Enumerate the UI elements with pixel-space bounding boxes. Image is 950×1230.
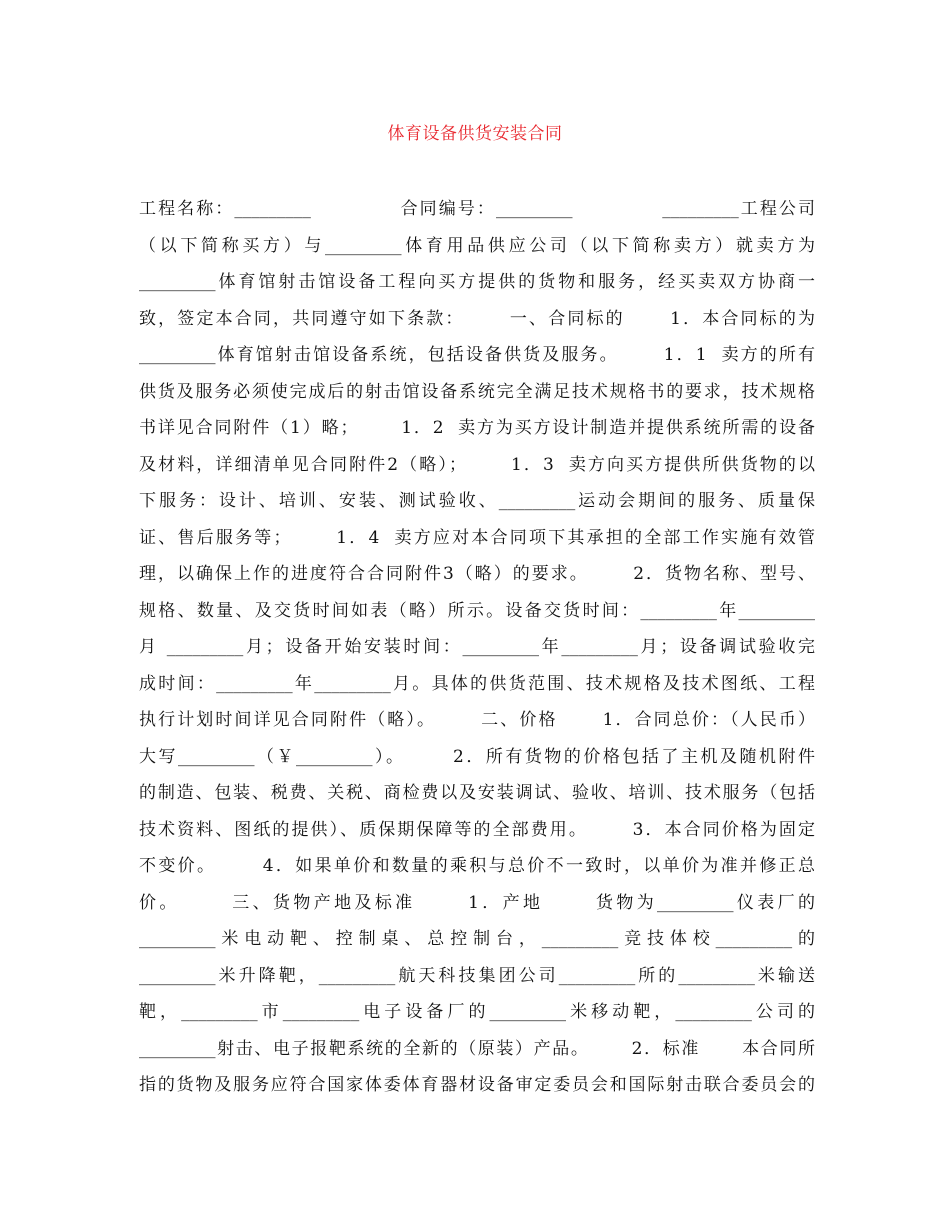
body-line-24: _________射击、电子报靶系统的全新的（原装）产品。 2．标准 本合同所 [139,1038,815,1059]
body-line-6: 供货及服务必须使完成后的射击馆设备系统完全满足技术规格书的要求，技术规格 [139,381,815,402]
body-line-2: （以下简称买方）与_________体育用品供应公司（以下简称卖方）就卖方为 [139,235,815,256]
body-line-11: 理，以确保上作的进度符合合同附件3（略）的要求。 2．货物名称、型号、 [139,564,815,584]
body-line-23: 靶，_________市_________电子设备厂的_________米移动靶，_________公司的 [139,1002,815,1022]
body-line-9: 下服务：设计、培训、安装、测试验收、_________运动会期间的服务、质量保 [139,491,815,511]
body-line-21: _________米电动靶、控制桌、总控制台，_________竞技体校_________的 [139,929,815,949]
body-line-20: 价。 三、货物产地及标准 1．产地 货物为_________仪表厂的 [139,892,815,913]
body-line-10: 证、售后服务等； 1．4 卖方应对本合同项下其承担的全部工作实施有效管 [139,527,815,548]
body-line-18: 技术资料、图纸的提供）、质保期保障等的全部费用。 3．本合同价格为固定 [139,819,815,840]
body-line-1: 工程名称：_________ 合同编号：_________ _________工程公司 [139,199,815,219]
body-line-19: 不变价。 4．如果单价和数量的乘积与总价不一致时，以单价为准并修正总 [139,856,815,876]
body-line-7: 书详见合同附件（1）略； 1．2 卖方为买方设计制造并提供系统所需的设备 [139,418,815,438]
body-line-4: 致，签定本合同，共同遵守如下条款： 一、合同标的 1．本合同标的为 [139,308,815,329]
contract-body [139,191,815,1104]
body-line-14: 成时间：_________年_________月。具体的供货范围、技术规格及技术图纸、工程 [139,673,815,694]
body-line-25: 指的货物及服务应符合国家体委体育器材设备审定委员会和国际射击联合委员会的 [139,1075,815,1095]
body-line-5: _________体育馆射击馆设备系统，包括设备供货及服务。 1．1 卖方的所有 [139,345,815,365]
body-line-15: 执行计划时间详见合同附件（略）。 二、价格 1．合同总价：（人民币） [139,710,815,730]
body-line-8: 及材料，详细清单见合同附件2（略）； 1．3 卖方向买方提供所供货物的以 [139,454,815,475]
body-line-3: _________体育馆射击馆设备工程向买方提供的货物和服务，经买卖双方协商一 [139,272,815,292]
body-line-12: 规格、数量、及交货时间如表（略）所示。设备交货时间：_________年_________ [139,600,815,621]
body-line-17: 的制造、包装、税费、关税、商检费以及安装调试、验收、培训、技术服务（包括 [139,783,815,803]
document-title: 体育设备供货安装合同 [387,124,563,144]
body-line-16: 大写_________（￥_________）。 2．所有货物的价格包括了主机及随机附件 [139,746,815,767]
body-line-22: _________米升降靶，_________航天科技集团公司_________所的_________米输送 [139,965,815,986]
body-line-13: 月 _________月；设备开始安装时间：_________年_________月；设备调试验收完 [139,637,815,657]
